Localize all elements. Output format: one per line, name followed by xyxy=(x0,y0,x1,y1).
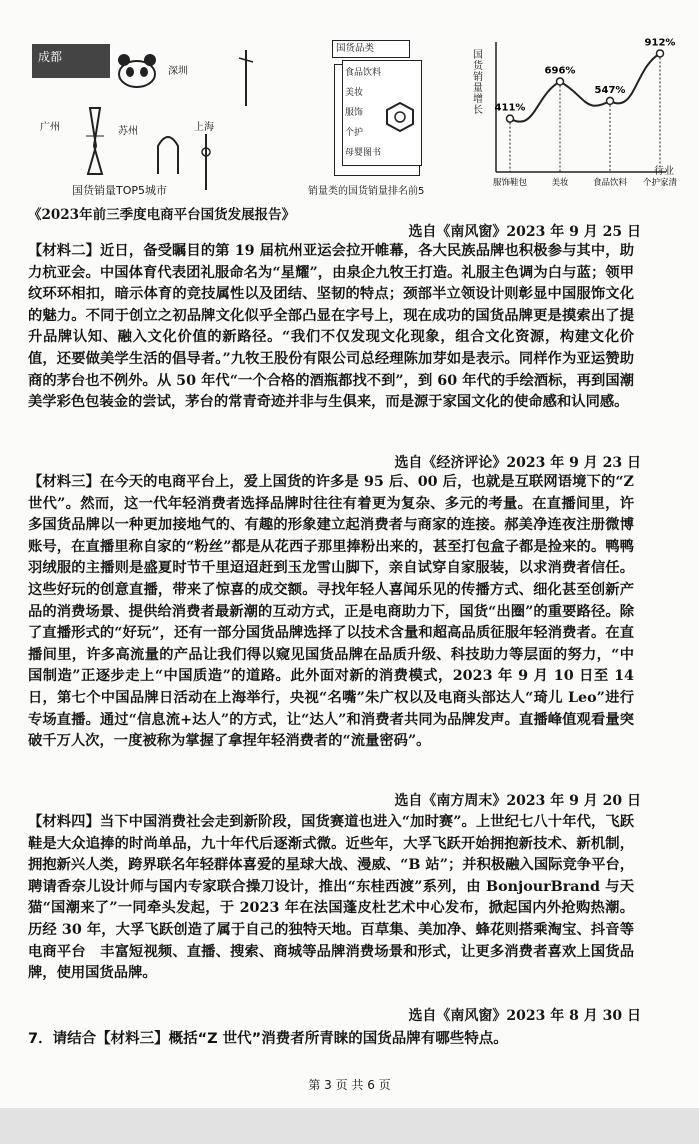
page-number: 第 3 页 共 6 页 xyxy=(308,1078,391,1092)
material-3 xyxy=(28,472,634,753)
city-shenzhen: 深圳 xyxy=(168,66,188,77)
panda-icon xyxy=(112,44,162,89)
source-1: 选自《南风窗》2023 年 9 月 25 日 xyxy=(408,224,641,240)
category-list-item: 美妆 xyxy=(345,88,364,98)
category-header-box xyxy=(332,40,410,58)
hexagon-badge-icon xyxy=(385,101,415,133)
x-axis-label: 行业 xyxy=(654,166,674,177)
category-list-item: 母婴图书 xyxy=(345,148,382,158)
y-axis-label: 国货销量增长 xyxy=(473,50,483,116)
city-suzhou: 苏州 xyxy=(118,126,138,137)
data-label: 912% xyxy=(644,37,676,49)
material-4-tag: 【材料四】 xyxy=(28,814,100,830)
top5-cities-figure xyxy=(26,36,258,196)
category-header: 国货品类 xyxy=(336,43,375,54)
material-2 xyxy=(28,241,634,414)
data-point xyxy=(657,50,664,57)
x-tick-label: 美妆 xyxy=(551,178,569,188)
data-point xyxy=(557,78,564,85)
report-title: 《2023年前三季度电商平台国货发展报告》 xyxy=(28,207,296,223)
chengdu-label: 成都 xyxy=(38,50,63,64)
material-3-text: 在今天的电商平台上，爱上国货的许多是 95 后、00 后，也就是互联网语境下的“Z 世代”。然而，这一代年轻消费者选择品牌时往往有着更为复杂、多元的考量。在直播间里，许多国货品牌以一种更加接地气的、有趣的形象建立起消费者与商家的连接。郝美净连夜注册微博账号，在直播里称自家的“粉丝”都是从花西子那里捧粉出来的，甚至打包盒子都是捡来的。鸭鸭羽绒服的主播则是盛夏时节千里迢迢赶到玉龙雪山脚下，亲自试穿自家服装，以求消费者信任。这些好玩的创意直播，带来了惊喜的成交额。寻找年轻人喜闻乐见的传播方式、细化甚至创新产品的消费场景、提供给消费者最新潮的互动方式，正是电商助力下，国货“出圈”的重要路径。除了直播形式的“好玩”，还有一部分国货品牌选择了以技术含量和超高品质征服年轻消费者。在直播间里，许多高流量的产品让我们得以窥见国货品牌在品质升级、科技助力等层面的努力，“中国制造”正逐步走上“中国质造”的道路。此外面对新的消费模式，2023 年 9 月 10 日至 14 日，第七个中国品牌日活动在上海举行，央视“名嘴”朱广权以及电商头部达人“琦儿 Leo”进行专场直播。通过“信息流+达人”的方式，让“达人”和消费者共同为品牌发声。直播峰值观看量突破千万人次，一度被称为掌握了拿捏年轻消费者的“流量密码”。 xyxy=(28,474,634,750)
shenzhen-tower-icon xyxy=(236,48,256,108)
top5-cities-caption: 国货销量TOP5城市 xyxy=(72,184,168,197)
canton-tower-icon xyxy=(80,106,110,176)
data-point xyxy=(607,97,614,104)
category-card xyxy=(342,60,422,166)
category-ranking-figure xyxy=(310,36,470,196)
growth-chart-figure xyxy=(470,36,682,196)
chengdu-label-box xyxy=(32,44,110,78)
material-4 xyxy=(28,812,634,985)
category-list-item: 个护 xyxy=(345,128,364,138)
pearl-tower-icon xyxy=(196,132,216,192)
material-4-text: 当下中国消费社会走到新阶段，国货赛道也进入“加时赛”。上世纪七八十年代，飞跃鞋是大众追捧的时尚单品，九十年代后逐渐式微。近些年，大孚飞跃开始拥抱新技术、新机制，拥抱新兴人类，跨界联名年轻群体喜爱的星球大战、漫威、“B 站”；并积极融入国际竞争平台，聘请香奈儿设计师与国内专家联合操刀设计，推出“东桂西渡”系列，由 BonjourBrand 与天猫“国潮来了”一同牵头发起，于 2023 年在法国蓬皮杜艺术中心发布，掀起国内外抢购热潮。历经 30 年，大孚飞跃创造了属于自己的独特天地。百草集、美加净、蜂花则搭乘淘宝、抖音等电商平台 丰富短视频、直播、搜索、商城等品牌消费场景和形式，让更多消费者喜欢上国货品牌，使用国货品牌。 xyxy=(28,814,634,982)
source-2: 选自《经济评论》2023 年 9 月 23 日 xyxy=(394,455,641,471)
category-list-item: 服饰 xyxy=(345,108,364,118)
source-3: 选自《南方周末》2023 年 9 月 20 日 xyxy=(394,793,641,809)
figures-row xyxy=(22,36,682,206)
growth-series-line xyxy=(510,53,660,121)
data-label: 547% xyxy=(594,84,626,96)
category-list-item: 食品饮料 xyxy=(345,68,382,78)
suzhou-gate-icon xyxy=(154,126,182,176)
page-bottom-strip xyxy=(0,1108,699,1144)
material-2-tag: 【材料二】 xyxy=(28,243,101,259)
source-4: 选自《南风窗》2023 年 8 月 30 日 xyxy=(408,1008,641,1024)
data-point xyxy=(507,115,514,122)
material-2-text: 近日，备受瞩目的第 19 届杭州亚运会拉开帷幕，各大民族品牌也积极参与其中，助力杭亚会。中国体育代表团礼服命名为“星耀”，由泉企九牧王打造。礼服主色调为白与蓝；领甲纹环环相扣，暗示体育的竞技属性以及团结、坚韧的特点；颈部半立领设计则彰显中国服饰文化的魅力。不同于创立之初品牌文化似乎全部凸显在字号上，现在成功的国货品牌更是摸索出了提升品牌认知、融入文化价值的新路径。“我们不仅发现文化现象，组合文化资源，构建文化价值，还要做美学生活的倡导者。”九牧王股份有限公司总经理陈加芽如是表示。同样作为亚运赞助商的茅台也不例外。从 50 年代“一个合格的酒瓶都找不到”，到 60 年代的手绘酒标，再到国潮美学彩色包装金的尝试，茅台的常青奇迹并非与生俱来，而是源于家国文化的使命感和认同感。 xyxy=(28,243,634,411)
x-tick-label: 个护家清 xyxy=(642,178,678,188)
city-guangzhou: 广州 xyxy=(40,122,60,133)
data-label: 696% xyxy=(544,65,576,77)
city-shanghai: 上海 xyxy=(194,122,214,133)
question-7: 7．请结合【材料三】概括“Z 世代”消费者所青睐的国货品牌有哪些特点。 xyxy=(28,1031,508,1047)
x-tick-label: 食品饮料 xyxy=(592,178,628,188)
data-label: 411% xyxy=(494,102,526,114)
growth-line-chart xyxy=(470,36,682,196)
material-3-tag: 【材料三】 xyxy=(28,474,100,490)
category-ranking-caption: 销量类的国货销量排名前5 xyxy=(308,186,425,197)
x-tick-label: 服饰鞋包 xyxy=(492,178,528,188)
